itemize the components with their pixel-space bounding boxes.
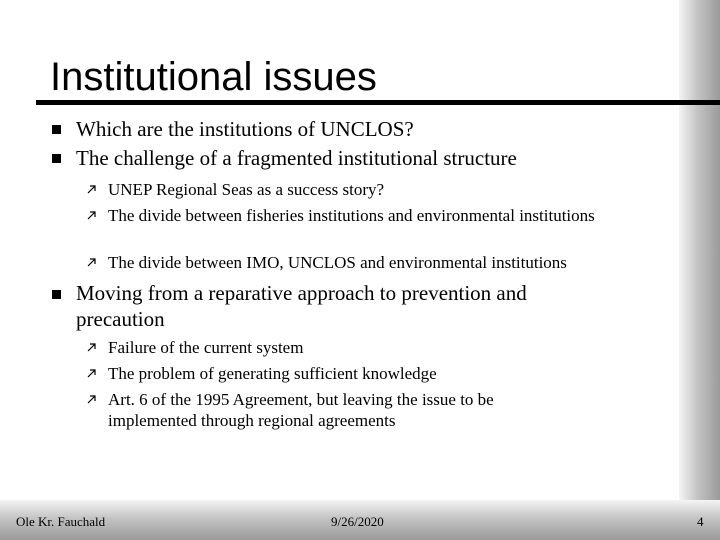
- arrow-bullet-icon: [85, 182, 99, 196]
- sub-bullet-text: Art. 6 of the 1995 Agreement, but leaving the issue to be implemented through regional agreements: [108, 390, 494, 430]
- sub-bullet-text: The divide between fisheries institutions and environmental institutions: [108, 206, 595, 225]
- footer-date: 9/26/2020: [331, 514, 384, 529]
- square-bullet-icon: [52, 290, 61, 299]
- bullet-text: Moving from a reparative approach to prevention and precaution: [76, 281, 527, 331]
- bullet-text: The challenge of a fragmented institutional structure: [76, 146, 517, 170]
- arrow-bullet-icon: [85, 392, 99, 406]
- arrow-bullet-icon: [85, 255, 99, 269]
- square-bullet-icon: [52, 125, 61, 134]
- arrow-bullet-icon: [85, 366, 99, 380]
- sub-bullet-text: UNEP Regional Seas as a success story?: [108, 180, 385, 199]
- arrow-bullet-icon: [85, 340, 99, 354]
- footer-author: Ole Kr. Fauchald: [16, 514, 106, 529]
- square-bullet-icon: [52, 154, 61, 163]
- bullet-text: Which are the institutions of UNCLOS?: [76, 117, 414, 141]
- sub-bullet-text: The divide between IMO, UNCLOS and environmental institutions: [108, 253, 567, 272]
- sub-bullet-text: The problem of generating sufficient knowledge: [108, 364, 437, 383]
- sub-bullet-text: Failure of the current system: [108, 338, 304, 357]
- slide-title: Institutional issues: [50, 55, 377, 99]
- arrow-bullet-icon: [85, 208, 99, 222]
- footer-page-number: 4: [697, 514, 704, 529]
